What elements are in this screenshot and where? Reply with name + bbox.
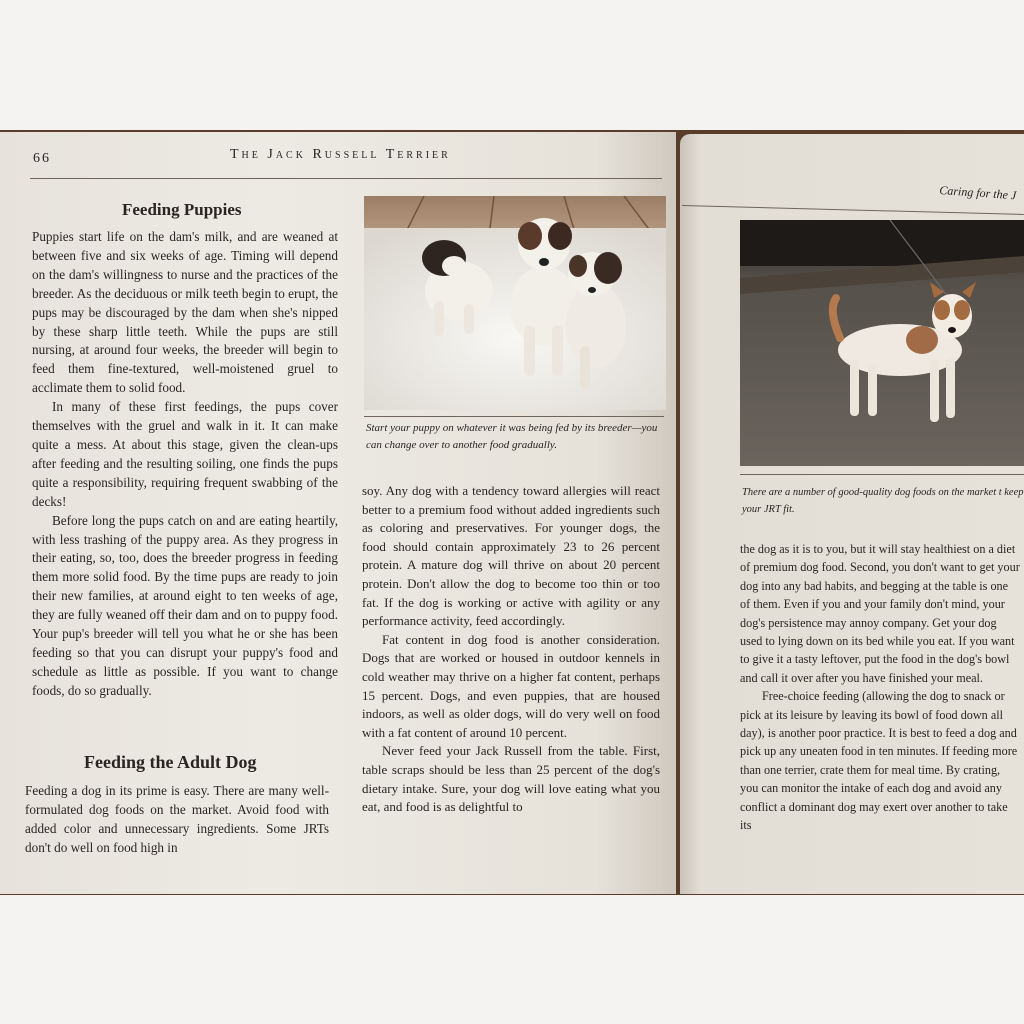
column-1-section-2 — [25, 782, 329, 858]
paragraph: the dog as it is to you, but it will stay healthiest on a diet of premium dog food. Second, you don't want to get your dog into any bad habits, and begging at the table is one of them. Even if you and your family don't mind, your dog's persistence may annoy company. Get your dog used to lying down on its bed while you eat. If you want to give it a tasty leftover, put the food in the dog's bowl and call it over after you have finished your meal. — [740, 542, 1020, 685]
caption-rule — [364, 416, 664, 417]
paragraph: Puppies start life on the dam's milk, and are weaned at between five and six weeks of age. Timing will depend on the dam's willingness to nurse and the practices of the breeder. As the deciduous or milk teeth begin to erupt, the pups may be discouraged by the dam when she's nipped by these sharp little teeth. While the pups are still nursing, at around four weeks, the breeder will begin to feed them fine-textured, well-moistened gruel to acclimate them to solid food. — [32, 229, 338, 396]
paragraph: Fat content in dog food is another consideration. Dogs that are worked or housed in outdoor kennels in cold weather may thrive on a higher fat content, perhaps 15 percent. Dogs, and even puppies, that are housed indoors, as well as older dogs, will do very well on food with a fat content of around 10 percent. — [362, 631, 660, 740]
column-2 — [362, 482, 660, 817]
terrier-photo — [740, 220, 1024, 466]
right-running-head: Caring for the J — [938, 182, 1017, 203]
puppies-illustration — [364, 196, 666, 410]
puppies-photo-caption: Start your puppy on whatever it was being fed by its breeder—you can change over to another food gradually. — [366, 422, 658, 451]
puppies-photo — [364, 196, 666, 410]
paragraph: Never feed your Jack Russell from the table. First, table scraps should be less than 25 percent of the dog's dietary intake. Sure, your dog will love eating what you eat, and food is as delightful to — [362, 743, 660, 815]
paragraph: soy. Any dog with a tendency toward allergies will react better to a premium food without added ingredients such as coloring and preservatives. For younger dogs, the food should contain approximately 23 to 26 percent protein. A mature dog will thrive on about 20 percent protein. Don't allow the dog to become too thin or too fat. If the dog is working or active with agility or any performance activity, feed accordingly. — [362, 483, 660, 629]
paragraph: In many of these first feedings, the pups cover themselves with the gruel and walk in it. It can make quite a mess. At about this stage, given the clean-ups after feeding and the resulting soiling, one finds the pups quite a responsibility, requiring frequent swabbing of the decks! — [32, 399, 338, 509]
right-caption-rule — [740, 474, 1024, 475]
page-number: 66 — [33, 151, 51, 166]
header-rule — [30, 178, 662, 179]
section-heading-feeding-puppies: Feeding Puppies — [122, 200, 242, 219]
paragraph: Free-choice feeding (allowing the dog to snack or pick at its leisure by leaving its bowl of food down all day), is another poor practice. It is best to feed a dog and pick up any uneaten food in ten minutes. If feeding more than one terrier, crate them for meal time. By crating, you can monitor the intake of each dog and avoid any conflict a dominant dog may exert over another to take its — [740, 689, 1018, 833]
terrier-photo-caption: There are a number of good-quality dog foods on the market t keep your JRT fit. — [742, 487, 1024, 515]
running-head: The Jack Russell Terrier — [230, 147, 451, 162]
paragraph: Before long the pups catch on and are eating heartily, with less trashing of the puppy area. As they progress in their eating, so, too, does the breeder progress in feeding them more solid food. By the time pups are ready to join their new families, at around eight to ten weeks of age, they are fully weaned off their dam and on to puppy food. Your pup's breeder will tell you what he or she has been feeding so that you can disrupt your puppy's food and schedule as little as possible. If you want to change foods, do so gradually. — [32, 512, 338, 698]
paragraph: Feeding a dog in its prime is easy. There are many well-formulated dog foods on the market. Avoid food with added color and unnecessary ingredients. Some JRTs don't do well on food high in — [25, 783, 329, 855]
section-heading-feeding-adult-dog: Feeding the Adult Dog — [84, 752, 257, 772]
right-column — [740, 540, 1020, 835]
terrier-illustration — [740, 220, 1024, 466]
column-1-section-1 — [32, 228, 338, 701]
